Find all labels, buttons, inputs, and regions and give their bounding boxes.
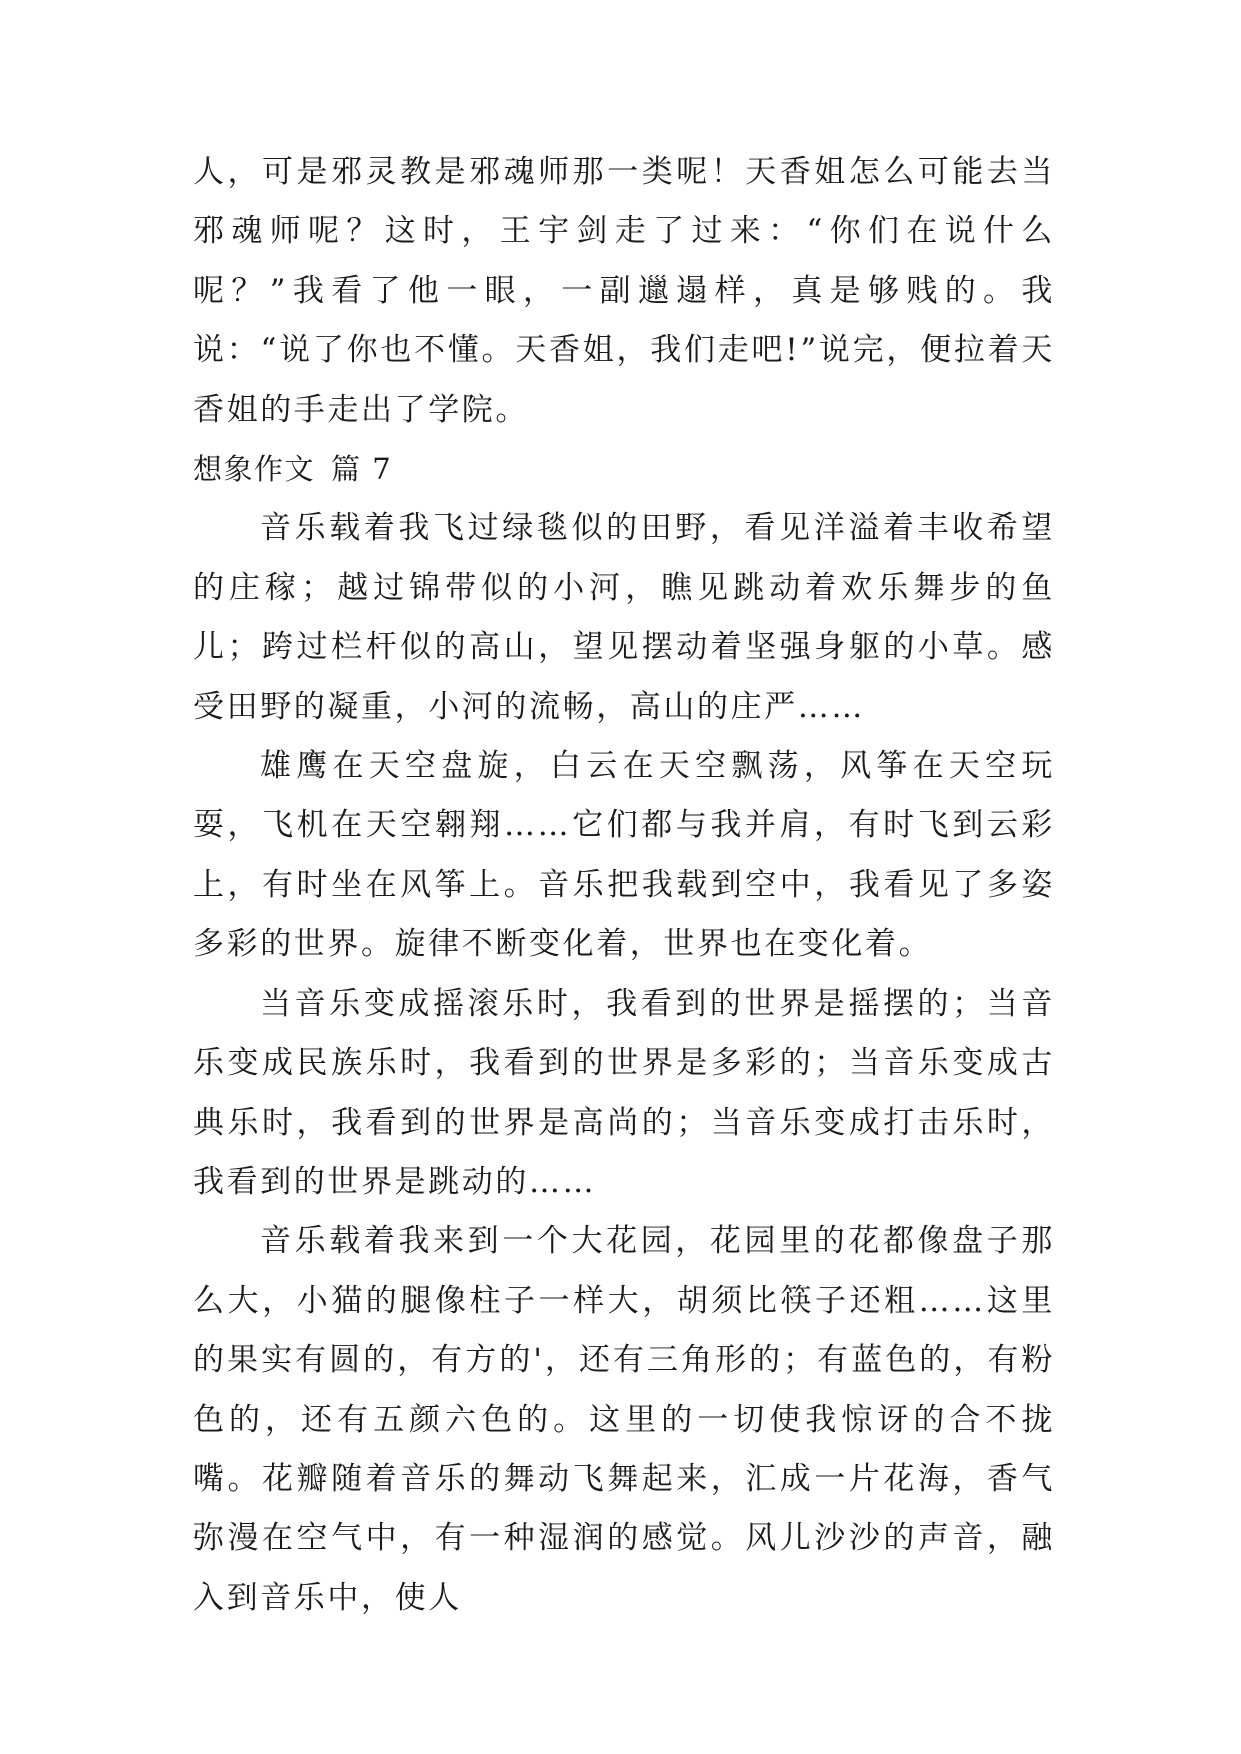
body-paragraph: 音乐载着我来到一个大花园，花园里的花都像盘子那么大，小猫的腿像柱子一样大，胡须比筷子还粗……这里的果实有圆的，有方的'，还有三角形的；有蓝色的，有粉色的，还有五颜六色的。这里的一切使我惊讶的合不拢嘴。花瓣随着音乐的舞动飞舞起来，汇成一片花海，香气弥漫在空气中，有一种湿润的感觉。风儿沙沙的声音，融入到音乐中，使人 [193, 1223, 1055, 1616]
body-paragraph: 当音乐变成摇滚乐时，我看到的世界是摇摆的；当音乐变成民族乐时，我看到的世界是多彩的；当音乐变成古典乐时，我看到的世界是高尚的；当音乐变成打击乐时，我看到的世界是跳动的…… [193, 985, 1055, 1200]
section-title: 想象作文 [193, 452, 316, 487]
section-heading [193, 440, 1055, 499]
body-paragraph: 雄鹰在天空盘旋，白云在天空飘荡，风筝在天空玩耍，飞机在天空翱翔……它们都与我并肩，有时飞到云彩上，有时坐在风筝上。音乐把我载到空中，我看见了多姿多彩的世界。旋律不断变化着，世界也在变化着。 [193, 748, 1055, 963]
section-number: 篇 7 [331, 452, 393, 487]
document-page [193, 143, 1055, 1628]
continued-paragraph: 人，可是邪灵教是邪魂师那一类呢！天香姐怎么可能去当邪魂师呢？这时，王宇剑走了过来：“你们在说什么呢？”我看了他一眼，一副邋遢样，真是够贱的。我说：“说了你也不懂。天香姐，我们走吧!”说完，便拉着天香姐的手走出了学院。 [193, 154, 1055, 428]
body-paragraph: 音乐载着我飞过绿毯似的田野，看见洋溢着丰收希望的庄稼；越过锦带似的小河，瞧见跳动着欢乐舞步的鱼儿；跨过栏杆似的高山，望见摆动着坚强身躯的小草。感受田野的凝重，小河的流畅，高山的庄严…… [193, 510, 1055, 725]
